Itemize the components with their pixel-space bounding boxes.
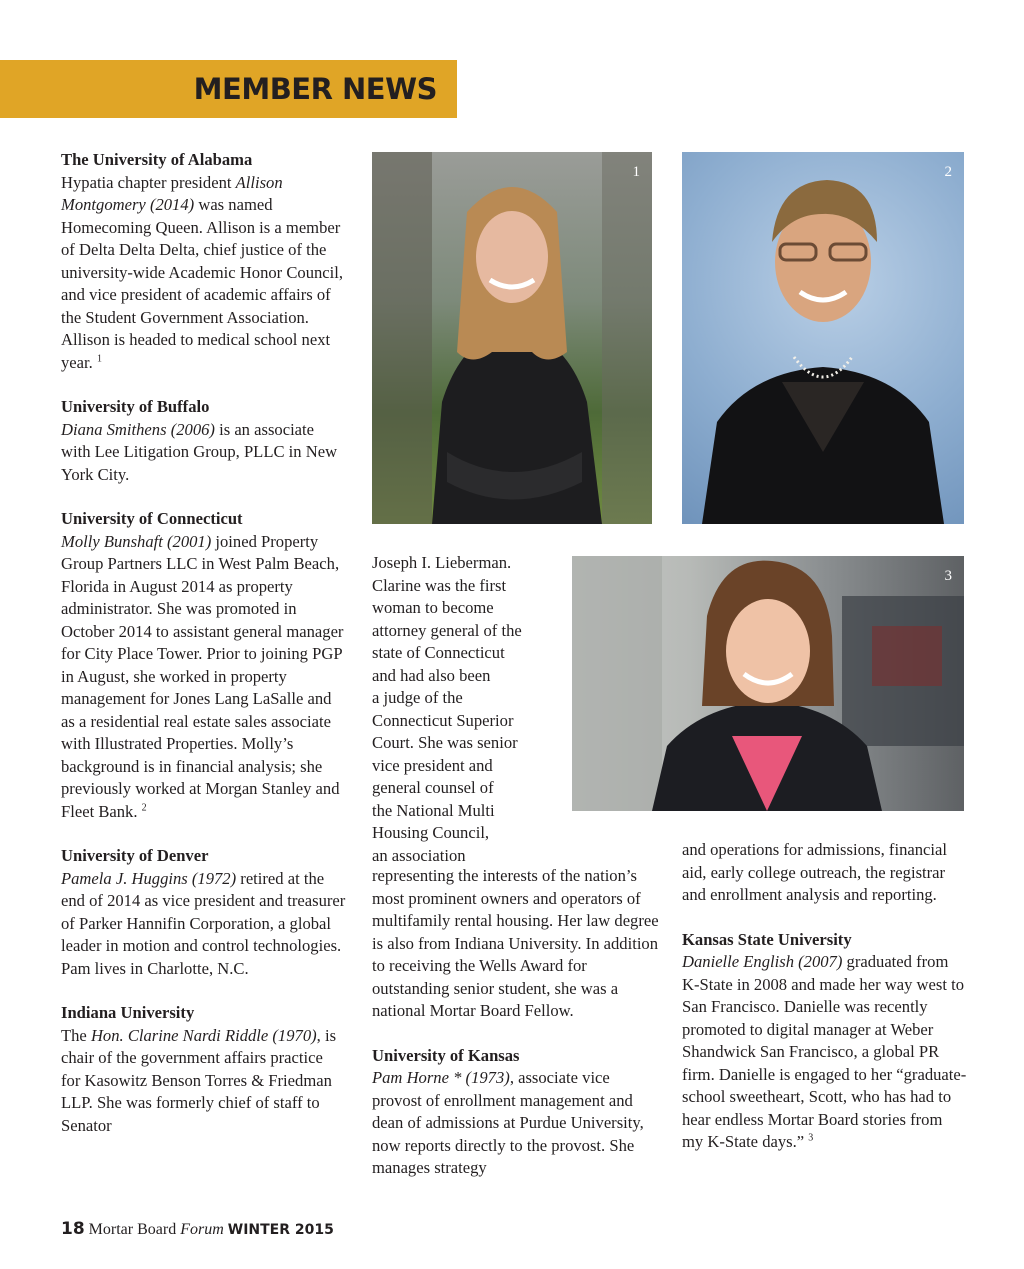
portrait-illustration xyxy=(682,152,964,524)
column-right xyxy=(682,839,967,1154)
member-name: Molly Bunshaft (2001) xyxy=(61,531,212,551)
school-name: University of Connecticut xyxy=(61,509,243,528)
portrait-illustration xyxy=(572,556,964,811)
article-denver: University of Denver Pamela J. Huggins (1972) retired at the end of 2014 as vice president and treasurer of Parker Hannifin Corporation, a global leader in motion and control technologies. Pam lives in Charlotte, N.C. xyxy=(61,846,346,978)
publication-name-italic: Forum xyxy=(180,1221,224,1238)
article-buffalo: University of Buffalo Diana Smithens (2006) is an associate with Lee Litigation Group, PLLC in New York City. xyxy=(61,396,346,486)
article-alabama: The University of Alabama Hypatia chapter president Allison Montgomery (2014) was named Homecoming Queen. Allison is a member of Delta Delta Delta, chief justice of the university-wide Academic Honor Council, and vice president of academic affairs of the Student Government Association. Allison is headed to medical school next year. $^1$ xyxy=(61,149,346,374)
member-name: Pam Horne * (1973) xyxy=(372,1068,510,1087)
photo-number: 3 xyxy=(944,568,952,584)
school-name: Kansas State University xyxy=(682,929,852,949)
member-name: Pamela J. Huggins (1972) xyxy=(61,868,237,888)
page-number: 18 xyxy=(61,1219,85,1239)
photo-danielle-english xyxy=(572,556,964,811)
school-name: University of Kansas xyxy=(372,1045,520,1065)
member-name: Diana Smithens (2006) xyxy=(61,419,215,439)
member-name: Danielle English (2007) xyxy=(682,952,843,971)
photo-allison-montgomery xyxy=(372,152,652,524)
column-middle xyxy=(372,865,662,1180)
article-kansas-continued: and operations for admissions, financial aid, early college outreach, the registrar and enrollment analysis and reporting. xyxy=(682,840,947,904)
photo-number: 1 xyxy=(632,164,640,180)
member-name: Allison Montgomery (2014) xyxy=(61,172,283,214)
photo-portrait-2 xyxy=(682,152,964,524)
school-name: University of Denver xyxy=(61,846,209,865)
photo-reference: 2 xyxy=(141,801,147,813)
article-kstate: Kansas State University Danielle English (2007) graduated from K-State in 2008 and made her way west to San Francisco. Danielle was recently promoted to digital manager at Weber Shandwick San Francisco, a global PR firm. Danielle is engaged to her “graduate-school sweetheart, Scott, who has had to hear endless Mortar Board stories from my K-State days.” $^3$ xyxy=(682,929,967,1151)
article-indiana-continued-wide: representing the interests of the nation’s most prominent owners and operators of multifamily rental housing. Her law degree is also from Indiana University. In addition to receiving the Wells Award for outstanding senior student, she was a national Mortar Board Fellow. xyxy=(372,866,659,1020)
header-banner xyxy=(0,60,457,118)
school-name: The University of Alabama xyxy=(61,150,253,169)
article-kansas: University of Kansas Pam Horne * (1973), associate vice provost of enrollment management and dean of admissions at Purdue University, now reports directly to the provost. She manages strategy xyxy=(372,1045,662,1180)
section-title: MEMBER NEWS xyxy=(193,72,437,106)
issue-season: WINTER 2015 xyxy=(227,1222,334,1238)
column-middle-narrow xyxy=(372,552,572,867)
school-name: University of Buffalo xyxy=(61,397,210,416)
article-indiana: Indiana University The Hon. Clarine Nardi Riddle (1970), is chair of the government affairs practice for Kasowitz Benson Torres & Friedman LLP. She was formerly chief of staff to Senator xyxy=(61,1002,346,1137)
article-indiana-continued: Joseph I. Lieberman. Clarine was the first woman to become attorney general of the state of Connecticut and had also been a judge of the Connecticut Superior Court. She was senior vice president and general counsel of the National Multi Housing Council, an association xyxy=(372,553,522,865)
page-footer xyxy=(61,1219,334,1239)
column-left xyxy=(61,149,346,1137)
article-connecticut: University of Connecticut Molly Bunshaft (2001) joined Property Group Partners LLC in West Palm Beach, Florida in August 2014 as property administrator. She was promoted in October 2014 to assistant general manager for City Place Tower. Prior to joining PGP in August, she worked in property management for Jones Lang LaSalle and as a residential real estate sales associate with Illustrated Properties. Molly’s background is in financial analysis; she previously worked at Morgan Stanley and Fleet Bank. $^2$ xyxy=(61,508,346,823)
portrait-illustration xyxy=(372,152,652,524)
publication-name: Mortar Board xyxy=(88,1221,177,1238)
photo-reference: 1 xyxy=(96,352,102,364)
photo-number: 2 xyxy=(944,164,952,180)
member-name: Hon. Clarine Nardi Riddle (1970) xyxy=(90,1025,317,1045)
school-name: Indiana University xyxy=(61,1003,195,1022)
photo-reference: 3 xyxy=(808,1132,814,1144)
